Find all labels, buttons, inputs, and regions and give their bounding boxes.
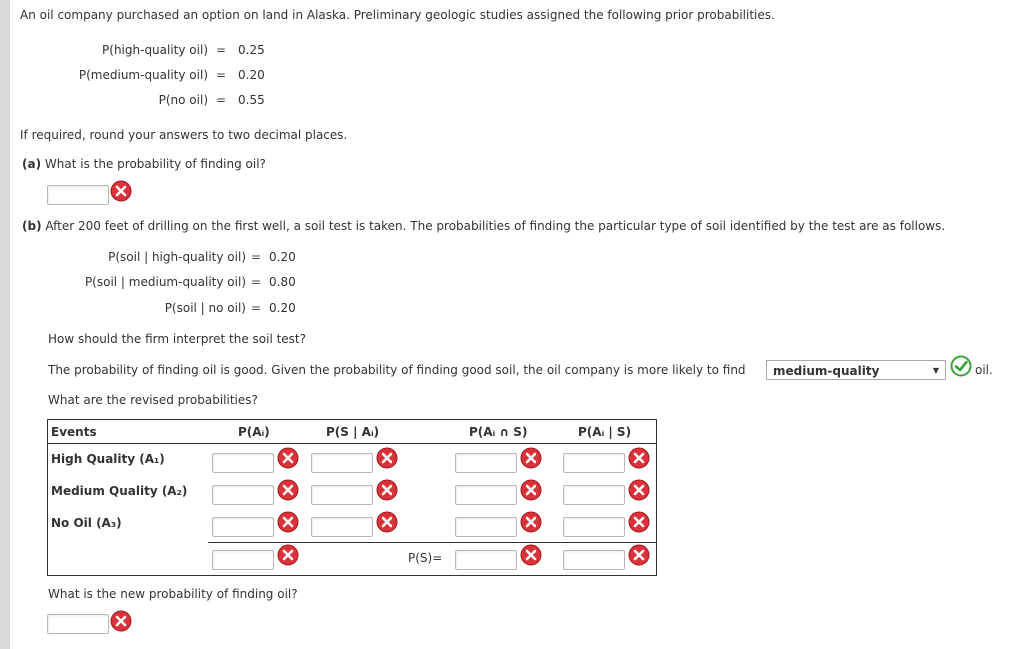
part-a-tag: (a) [22,157,42,171]
new-prob-input[interactable] [47,614,109,634]
p-ai-given-s-total-input[interactable] [563,550,625,570]
cond-label-none: P(soil | no oil) [164,301,246,315]
wrong-icon [110,180,132,202]
cond-label-high: P(soil | high-quality oil) [108,250,246,264]
prior-eq-medium: = [216,68,227,82]
left-margin-bar [0,0,10,649]
p-a1-and-s-input[interactable] [455,453,517,473]
part-b-question [22,219,945,233]
prior-label-none: P(no oil) [158,93,208,107]
part-b-tag: (b) [22,219,42,233]
ps-label: P(S)= [408,551,443,565]
wrong-icon [376,479,398,501]
wrong-icon [628,447,650,469]
p-s-given-a2-input[interactable] [311,485,373,505]
p-a2-input[interactable] [212,485,274,505]
p-a1-input[interactable] [212,453,274,473]
p-ai-total-input[interactable] [212,550,274,570]
cond-eq-high: = [251,250,262,264]
header-events: Events [51,425,97,439]
p-s-given-a3-input[interactable] [311,517,373,537]
p-a3-input[interactable] [212,517,274,537]
wrong-icon [277,447,299,469]
prior-value-none: 0.55 [238,93,265,107]
wrong-icon [520,511,542,533]
interpret-sentence: The probability of finding oil is good. Given the probability of finding good soil, the oil company is more likely to find [48,363,746,377]
cond-label-medium: P(soil | medium-quality oil) [84,275,246,289]
p-a2-given-s-input[interactable] [563,485,625,505]
wrong-icon [277,544,299,566]
row-label-medium: Medium Quality (A₂) [51,484,188,498]
cond-value-medium: 0.80 [269,275,296,289]
total-divider [208,542,656,543]
select-value: medium-quality [773,364,880,378]
prior-value-high: 0.25 [238,43,265,57]
cond-value-none: 0.20 [269,301,296,315]
interpret-suffix: oil. [975,363,993,377]
p-a1-given-s-input[interactable] [563,453,625,473]
p-a3-and-s-input[interactable] [455,517,517,537]
prior-label-medium: P(medium-quality oil) [78,68,208,82]
p-s-total-input[interactable] [455,550,517,570]
revised-question: What are the revised probabilities? [48,393,258,407]
cond-value-high: 0.20 [269,250,296,264]
wrong-icon [628,511,650,533]
row-label-none: No Oil (A₃) [51,516,122,530]
part-a-question [22,157,266,171]
header-p-ai: P(Aᵢ) [238,425,270,439]
wrong-icon [277,511,299,533]
interpret-question: How should the firm interpret the soil test? [48,332,307,346]
p-a2-and-s-input[interactable] [455,485,517,505]
p-a3-given-s-input[interactable] [563,517,625,537]
part-a-text: What is the probability of finding oil? [44,157,266,171]
wrong-icon [277,479,299,501]
round-note: If required, round your answers to two decimal places. [20,128,348,142]
cond-eq-none: = [251,301,262,315]
answer-a-input[interactable] [47,185,109,205]
wrong-icon [520,544,542,566]
wrong-icon [628,479,650,501]
header-divider [48,443,656,444]
cond-eq-medium: = [251,275,262,289]
part-b-text: After 200 feet of drilling on the first well, a soil test is taken. The probabilities of finding the particular type of soil identified by the test are as follows. [45,219,946,233]
wrong-icon [376,511,398,533]
wrong-icon [520,447,542,469]
header-p-ai-and-s: P(Aᵢ ∩ S) [469,425,528,439]
intro-text: An oil company purchased an option on land in Alaska. Preliminary geologic studies assigned the following prior probabilities. [20,8,775,22]
row-label-high: High Quality (A₁) [51,452,165,466]
correct-check-icon [950,355,972,377]
new-prob-question: What is the new probability of finding oil? [48,587,298,601]
soil-interpretation-select[interactable] [766,360,946,380]
p-s-given-a1-input[interactable] [311,453,373,473]
wrong-icon [520,479,542,501]
wrong-icon [628,544,650,566]
prior-label-high: P(high-quality oil) [102,43,208,57]
prior-eq-none: = [216,93,227,107]
wrong-icon [376,447,398,469]
dropdown-arrow-icon: ▼ [932,366,939,375]
wrong-icon [110,610,132,632]
header-p-s-given-ai: P(S | Aᵢ) [326,425,380,439]
header-p-ai-given-s: P(Aᵢ | S) [578,425,632,439]
prior-eq-high: = [216,43,227,57]
prior-value-medium: 0.20 [238,68,265,82]
